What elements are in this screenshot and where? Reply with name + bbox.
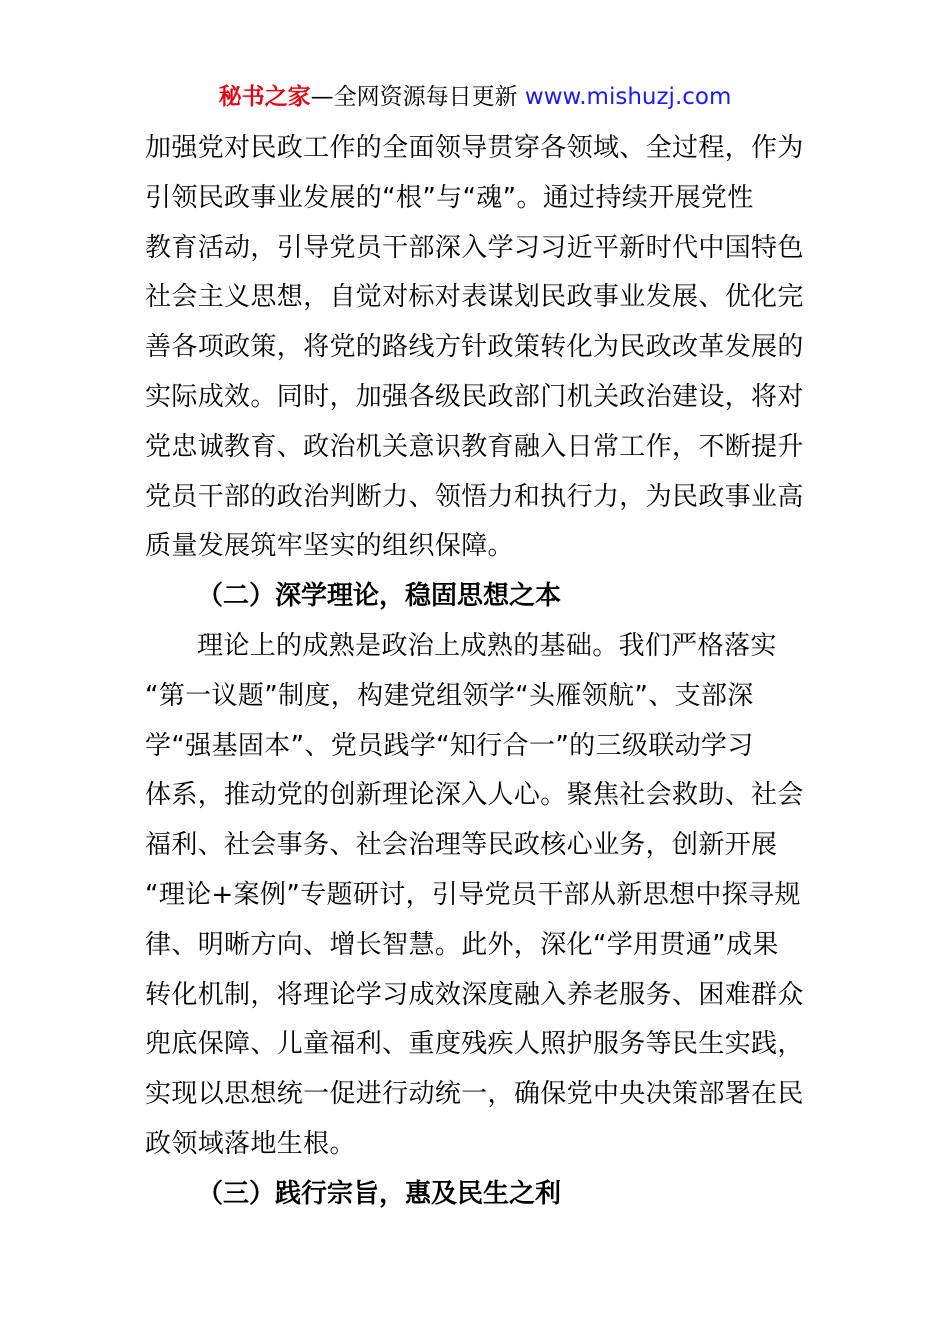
paragraph-1 xyxy=(145,124,815,572)
text-line: 加强党对民政工作的全面领导贯穿各领域、全过程，作为 xyxy=(145,133,804,163)
text-line: 教育活动，引导党员干部深入学习习近平新时代中国特色 xyxy=(145,232,804,263)
text-line: 政领域落地生根。 xyxy=(145,1128,356,1159)
paragraph-2 xyxy=(145,622,815,1170)
text-line: 实现以思想统一促进行动统一，确保党中央决策部署在民 xyxy=(145,1079,804,1110)
text-line: 质量发展筑牢坚实的组织保障。 xyxy=(145,531,514,562)
document-body xyxy=(145,124,815,1220)
section-3-heading: （三）践行宗旨，惠及民生之利 xyxy=(197,1178,562,1209)
text-line: 党忠诚教育、政治机关意识教育融入日常工作，不断提升 xyxy=(145,431,804,462)
text-line: 律、明晰方向、增长智慧。此外，深化“学用贯通”成果 xyxy=(145,929,779,960)
text-line: 学“强基固本”、党员践学“知行合一”的三级联动学习 xyxy=(145,730,754,761)
header-tagline: —全网资源每日更新 xyxy=(310,84,525,110)
watermark-header xyxy=(0,80,950,114)
text-line: 实际成效。同时，加强各级民政部门机关政治建设，将对 xyxy=(145,381,804,412)
text-line: 体系，推动党的创新理论深入人心。聚焦社会救助、社会 xyxy=(145,780,804,811)
text-line: 转化机制，将理论学习成效深度融入养老服务、困难群众 xyxy=(145,979,804,1010)
header-url: www.mishuzj.com xyxy=(524,84,732,110)
text-line: 理论上的成熟是政治上成熟的基础。我们严格落实 xyxy=(197,630,777,661)
text-line: 社会主义思想，自觉对标对表谋划民政事业发展、优化完 xyxy=(145,282,804,313)
section-2-heading: （二）深学理论，稳固思想之本 xyxy=(197,581,562,612)
text-line: 党员干部的政治判断力、领悟力和执行力，为民政事业高 xyxy=(145,481,804,512)
text-line: 福利、社会事务、社会治理等民政核心业务，创新开展 xyxy=(145,830,778,861)
text-line: 引领民政事业发展的“根”与“魂”。通过持续开展党性 xyxy=(145,182,754,213)
header-brand: 秘书之家 xyxy=(218,84,311,110)
text-line: 兜底保障、儿童福利、重度残疾人照护服务等民生实践， xyxy=(145,1029,804,1060)
text-line: “理论+案例”专题研讨，引导党员干部从新思想中探寻规 xyxy=(145,879,801,910)
text-line: “第一议题”制度，构建党组领学“头雁领航”、支部深 xyxy=(145,680,754,711)
text-line: 善各项政策，将党的路线方针政策转化为民政改革发展的 xyxy=(145,332,804,363)
